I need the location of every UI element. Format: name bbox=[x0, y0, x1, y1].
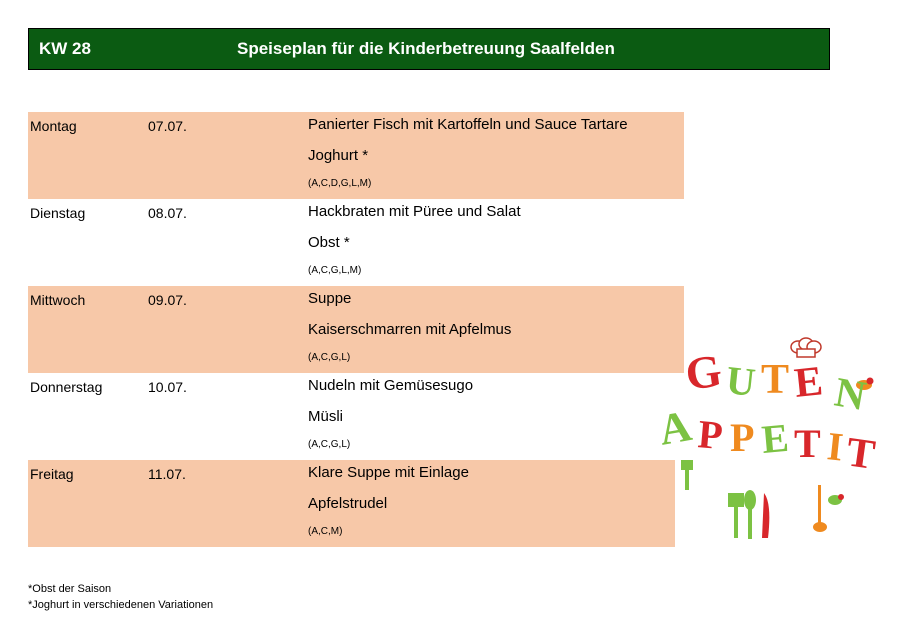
svg-text:T: T bbox=[794, 421, 821, 466]
cutlery-icon bbox=[681, 460, 827, 539]
allergen-codes: (A,C,M) bbox=[308, 526, 343, 537]
guten-appetit-logo bbox=[650, 335, 890, 550]
svg-text:P: P bbox=[730, 415, 755, 460]
menu-table bbox=[28, 112, 684, 547]
footnote-obst: *Obst der Saison bbox=[28, 583, 112, 595]
svg-text:G: G bbox=[682, 344, 725, 400]
svg-text:I: I bbox=[825, 423, 846, 470]
day-row-montag bbox=[28, 112, 684, 199]
svg-text:T: T bbox=[761, 357, 790, 403]
day-date: 10.07. bbox=[148, 379, 187, 395]
main-dish: Hackbraten mit Püree und Salat bbox=[308, 203, 521, 220]
day-name: Dienstag bbox=[30, 205, 86, 221]
second-dish: Kaiserschmarren mit Apfelmus bbox=[308, 321, 512, 338]
day-date: 08.07. bbox=[148, 205, 187, 221]
page-title: Speiseplan für die Kinderbetreuung Saalfelden bbox=[237, 39, 615, 58]
second-dish: Müsli bbox=[308, 408, 344, 425]
main-dish: Panierter Fisch mit Kartoffeln und Sauce Tartare bbox=[308, 116, 628, 133]
svg-text:E: E bbox=[792, 358, 825, 407]
day-name: Mittwoch bbox=[30, 292, 86, 308]
main-dish: Suppe bbox=[308, 290, 352, 307]
main-dish: Nudeln mit Gemüsesugo bbox=[308, 377, 474, 394]
chef-hat-icon bbox=[791, 338, 821, 357]
allergen-codes: (A,C,G,L) bbox=[308, 439, 351, 450]
svg-text:N: N bbox=[831, 369, 870, 421]
day-date: 11.07. bbox=[148, 466, 186, 482]
svg-text:U: U bbox=[724, 357, 758, 405]
svg-text:T: T bbox=[843, 429, 878, 479]
allergen-codes: (A,C,D,G,L,M) bbox=[308, 178, 372, 189]
second-dish: Joghurt * bbox=[308, 147, 369, 164]
second-dish: Apfelstrudel bbox=[308, 495, 388, 512]
allergen-codes: (A,C,G,L) bbox=[308, 352, 351, 363]
second-dish: Obst * bbox=[308, 234, 350, 251]
day-date: 07.07. bbox=[148, 118, 187, 134]
week-label: KW 28 bbox=[39, 39, 91, 58]
day-date: 09.07. bbox=[148, 292, 187, 308]
day-row-freitag bbox=[28, 460, 675, 547]
svg-text:A: A bbox=[655, 401, 696, 455]
day-row-mittwoch bbox=[28, 286, 684, 373]
svg-text:P: P bbox=[696, 411, 725, 459]
header-bar bbox=[28, 28, 830, 70]
footnote-joghurt: *Joghurt in verschiedenen Variationen bbox=[28, 599, 214, 611]
allergen-codes: (A,C,G,L,M) bbox=[308, 265, 362, 276]
footnotes bbox=[28, 581, 213, 613]
day-row-dienstag bbox=[28, 199, 684, 286]
day-row-donnerstag bbox=[28, 373, 684, 460]
day-name: Freitag bbox=[30, 466, 74, 482]
main-dish: Klare Suppe mit Einlage bbox=[308, 464, 469, 481]
svg-text:E: E bbox=[759, 414, 791, 462]
day-name: Montag bbox=[30, 118, 77, 134]
day-name: Donnerstag bbox=[30, 379, 103, 395]
